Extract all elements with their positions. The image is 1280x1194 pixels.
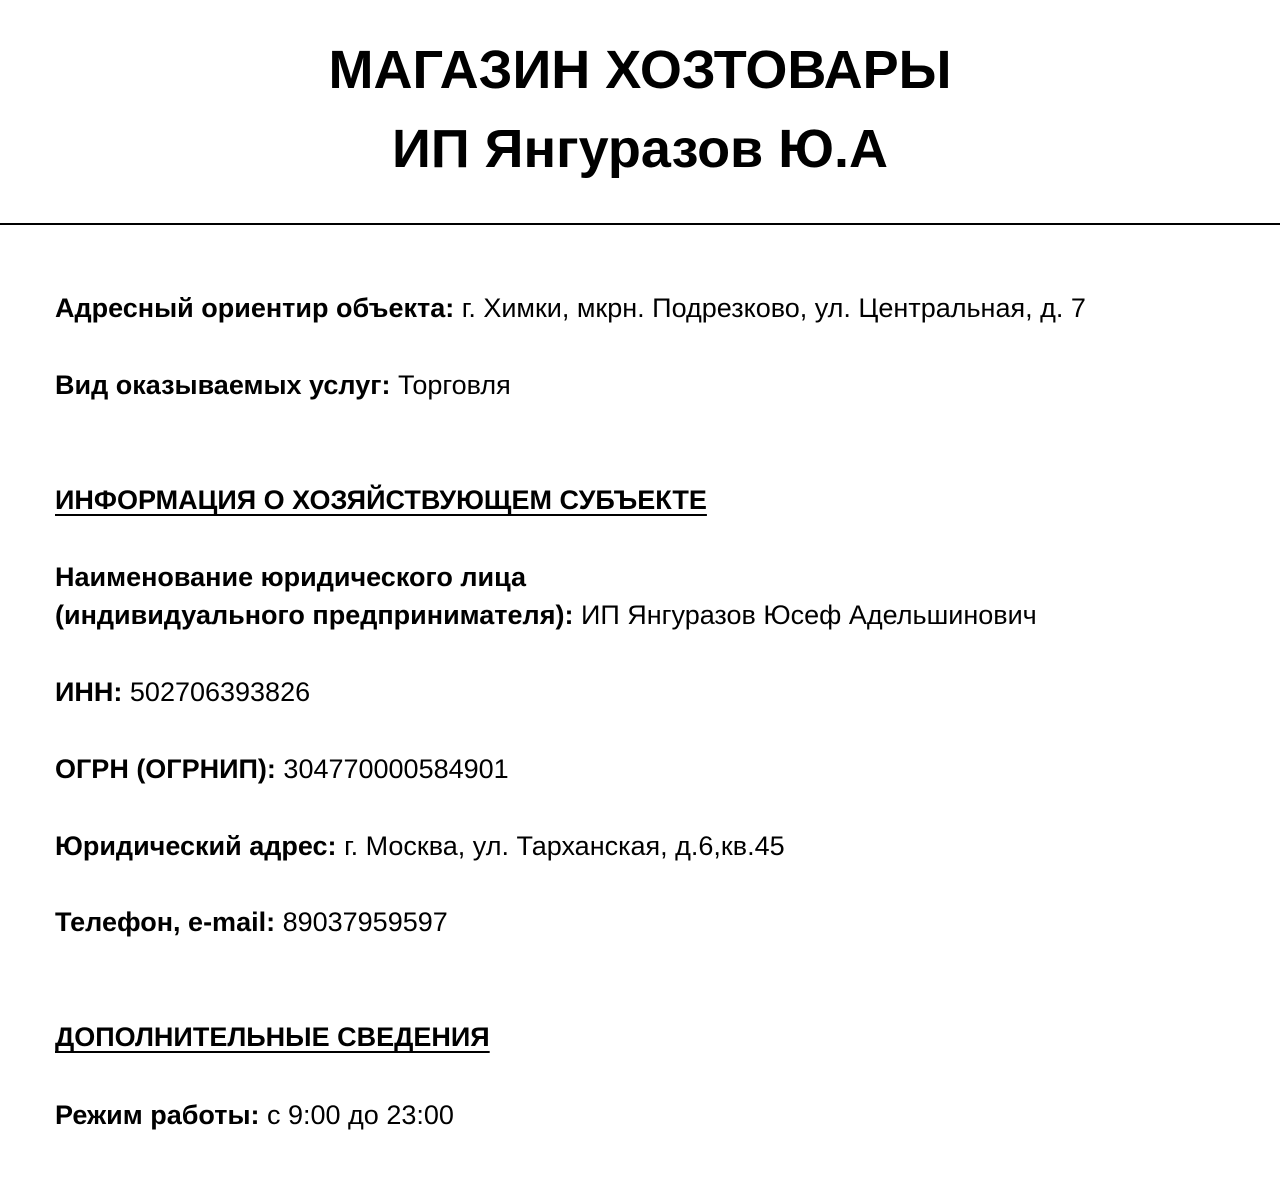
ogrn-field	[55, 750, 509, 788]
address-field	[55, 289, 1086, 327]
hours-field	[55, 1096, 454, 1134]
owner-title: ИП Янгуразов Ю.А	[392, 119, 888, 179]
address-label: Адресный ориентир объекта:	[55, 293, 455, 323]
ogrn-label: ОГРН (ОГРНИП):	[55, 754, 276, 784]
name-label-line1: Наименование юридического лица	[55, 562, 527, 592]
hours-label: Режим работы:	[55, 1100, 260, 1130]
service-field	[55, 366, 511, 404]
service-value: Торговля	[390, 370, 511, 400]
additional-section-title: ДОПОЛНИТЕЛЬНЫЕ СВЕДЕНИЯ	[55, 1022, 490, 1052]
ogrn-value: 304770000584901	[275, 754, 509, 784]
inn-field	[55, 673, 310, 711]
hours-value: с 9:00 до 23:00	[259, 1100, 454, 1130]
legal-address-label: Юридический адрес:	[55, 831, 337, 861]
name-value: ИП Янгуразов Юсеф Адельшинович	[573, 600, 1037, 630]
subject-section-title: ИНФОРМАЦИЯ О ХОЗЯЙСТВУЮЩЕМ СУБЪЕКТЕ	[55, 485, 707, 515]
service-label: Вид оказываемых услуг:	[55, 370, 391, 400]
inn-value: 502706393826	[122, 677, 311, 707]
name-field	[55, 558, 1037, 634]
address-value: г. Химки, мкрн. Подрезково, ул. Центральная, д. 7	[454, 293, 1086, 323]
phone-label: Телефон, e-mail:	[55, 907, 276, 937]
legal-address-field	[55, 827, 785, 865]
document-header	[0, 0, 1280, 225]
phone-value: 89037959597	[275, 907, 448, 937]
legal-address-value: г. Москва, ул. Тарханская, д.6,кв.45	[336, 831, 785, 861]
store-title: МАГАЗИН ХОЗТОВАРЫ	[328, 40, 952, 100]
inn-label: ИНН:	[55, 677, 123, 707]
name-label-line2: (индивидуального предпринимателя):	[55, 600, 574, 630]
phone-field	[55, 903, 448, 941]
